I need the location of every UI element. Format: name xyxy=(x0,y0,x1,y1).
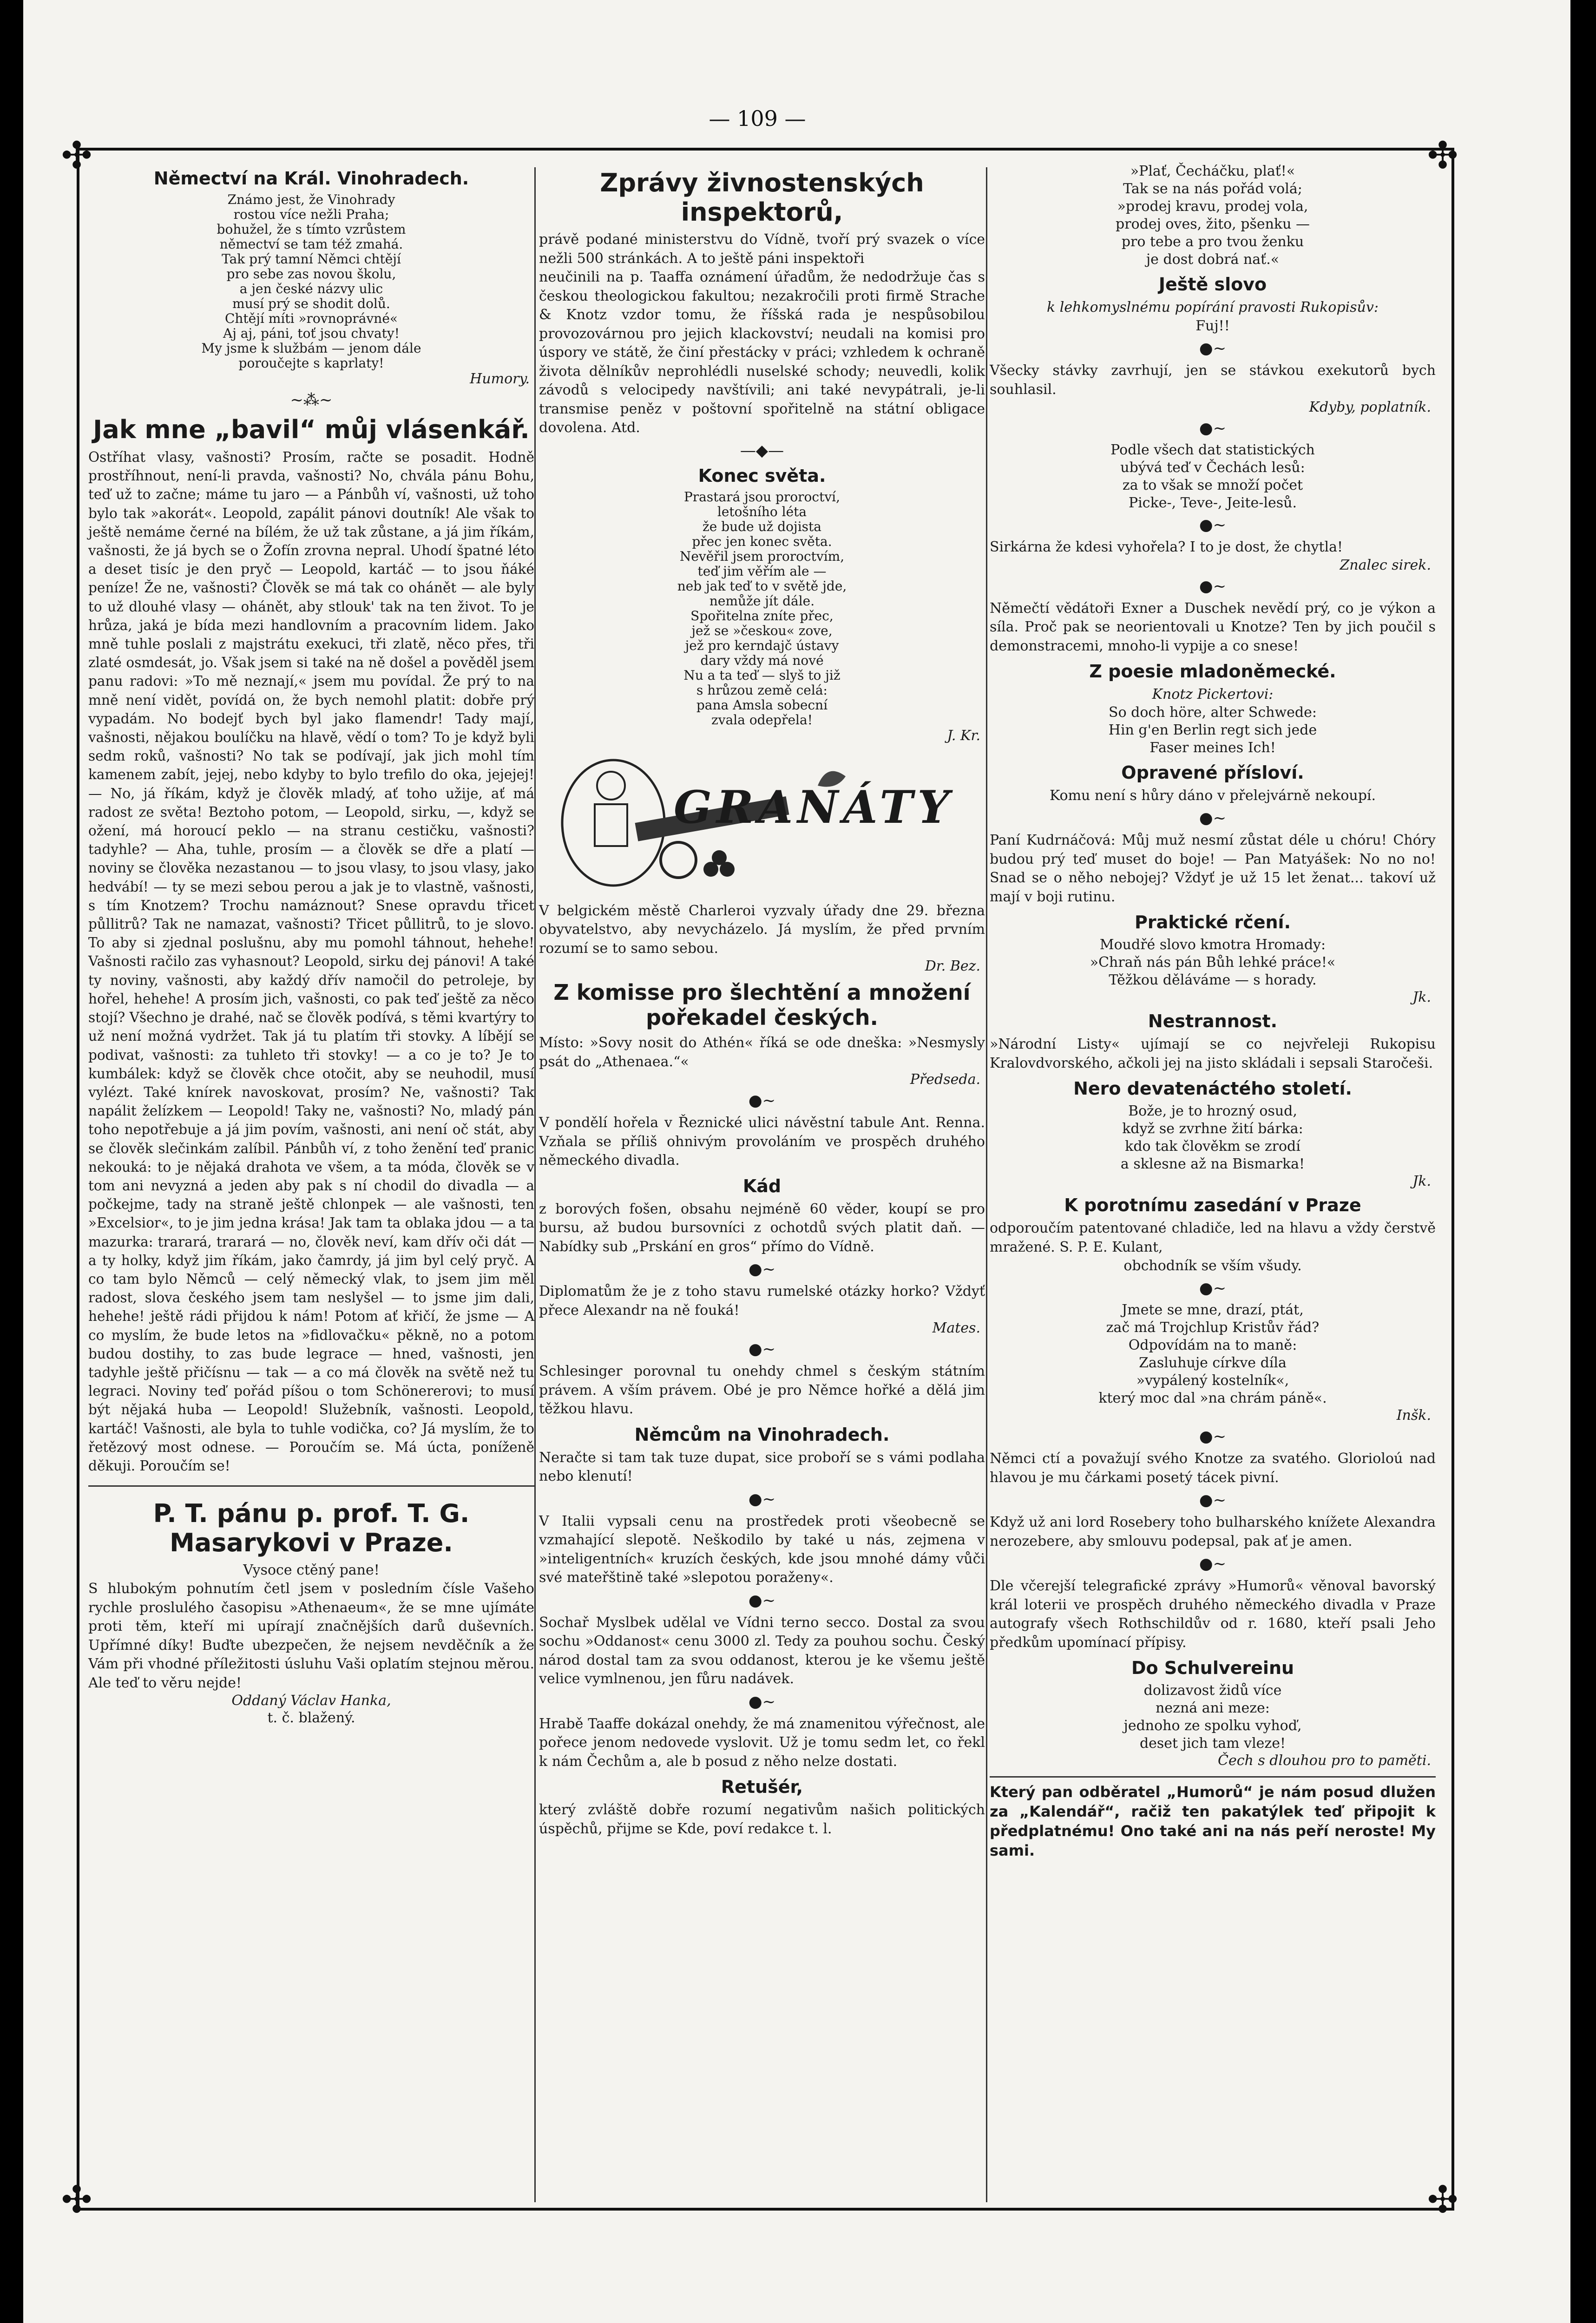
corner-ornament-icon: ✣ xyxy=(61,134,92,177)
article-text: právě podané ministerstvu do Vídně, tvoří prý svazek o více nežli 500 stránkách. A to ještě páni inspektoři neučinili na p. Taaffa oznámení úřadům, že nedodržuje čas s českou theologickou fakultou; nezakročili proti firmě Strache & Knotz vzdor tomu, že říšská rada je nespůsobilou provozovárnou pro jejich klackovství; neudali na komisi pro úspory ve státě, že činí přestácky v práci; vzhledem k ochraně života dělníkův neprohlédli nuselské schody; neuvedli, kolik závodů s velocipedy navštívili; ani také nevypátrali, je-li transmise peněz v poštovní spořitelně na státní obligace dovolena. Atd. xyxy=(539,231,985,436)
letter-closing-note: t. č. blažený. xyxy=(267,1710,355,1726)
separator-ornament-icon: —◆— xyxy=(740,441,784,460)
article-text: Diplomatům že je z toho stavu rumelské otázky horko? Vždyť přece Alexandr na ně fouká! xyxy=(539,1283,985,1319)
article-title: Jak mne „bavil“ můj vlásenkář. xyxy=(93,415,530,444)
separator-grenade-icon: ●~ xyxy=(1199,516,1227,534)
letter-greeting: Vysoce ctěný pane! xyxy=(243,1562,380,1579)
article-title: Nero devatenáctého století. xyxy=(1073,1078,1352,1099)
article-text: Sirkárna že kdesi vyhořela? I to je dost, že chytla! xyxy=(990,539,1343,555)
separator-grenade-icon: ●~ xyxy=(1199,577,1227,596)
separator-grenade-icon: ●~ xyxy=(1199,809,1227,827)
article-text: V belgickém městě Charleroi vyzvaly úřady dne 29. března obyvatelstvo, aby nevycházelo. Já myslím, že před prvním rozumí se to samo sebou. xyxy=(539,902,985,957)
separator-grenade-icon: ●~ xyxy=(748,1591,776,1610)
article-text: Dle včerejší telegrafické zprávy »Humorů« věnoval bavorský král loterii ve prospěch druhého německého divadla v Praze autografy všech Rothschildův od r. 1680, kteří psali Jeho předkům upomínací přípisy. xyxy=(990,1578,1436,1651)
article-text: Všecky stávky zavrhují, jen se stávkou exekutorů bych souhlasil. xyxy=(990,362,1436,398)
divider xyxy=(88,1485,534,1489)
separator-grenade-icon: ●~ xyxy=(748,1692,776,1711)
article-text: Komu není s hůry dáno v přelejvárně nekoupí. xyxy=(1049,787,1376,804)
article-text: Němci ctí a považují svého Knotze za svatého. Glorioloú nad hlavou je mu čárkami posetý tácek pivní. xyxy=(990,1450,1436,1486)
article-text: Neračte si tam tak tuze dupat, sice proboří se s vámi podlaha nebo klenutí! xyxy=(539,1449,985,1484)
page-number: — 109 — xyxy=(709,106,806,131)
article-text: Místo: »Sovy nosit do Athén« říká se ode dneška: »Nesmysly psát do „Athenaea.“« xyxy=(539,1035,985,1070)
separator-grenade-icon: ●~ xyxy=(748,1490,776,1509)
corner-ornament-icon: ✣ xyxy=(61,2178,92,2221)
article-subtitle: k lehkomyslnému popírání pravosti Rukopisův: xyxy=(1047,299,1379,315)
article-text: Ostříhat vlasy, vašnosti? Prosím, račte se posadit. Hodně prostříhnout, není-li pravda, vašnosti? No, chvála pánu Bohu, teď už to začne; máme tu jaro — a Pánbůh ví, vašnosti, už toho bylo tak »akorát«. Leopold, zapálit pánovi doutník! Ale však to ještě nemáme černé na bílém, že už tak zůstane, a já jim říkám, vašnosti, že já bych se o Žofín zrovna nepral. Uhodí špatné léto a deset tisíc je den pryč — Leopold, kartáč — to jsou ňáké peníze! Že ne, vašnosti? Člověk se má tak co ohánět — ale byly to už dlouhé vlasy — ohánět, aby stlouk' tak na ten život. To je hrůza, jaká je bída mezi handlovním a pracovním lidem. Jako mně tuhle poslali z majstrátu exekuci, tři zlatě, něco přes, tři zlaté osmdesát, jo. Však jsem si také na ně došel a pověděl jsem panu radovi: »To mě neznají,« jsem mu povídal. Že prý to na mně není vidět, povídá on, že bych nemohl platit: dobře prý vypadám. No bodejť bych byl jako flamendr! Tady mají, vašnosti, nějakou boulíčku na hlavě, vědí o tom? To je když byli sedm roků, vašnosti? No tak se podívají, jak jich mohl tím kamenem zabít, jejej, nebo kdyby to bylo trefilo do oka, jejejej! — No, já říkám, když je člověk mladý, ať toho užije, ať má radost ze světa! Beztoho potom, — Leopold, sirku, —, když se ožení, má horoucí peklo — na stranu cestičku, vašnosti? tadyhle? — Aha, tuhle, prosím — a člověk se dře a platí — noviny se člověka nezastanou — to jsou vlasy, to jsou vlasy, jako hedvábí! — ty se mezi sebou perou a jak je to vlastně, vašnosti, s tím Knotzem? Trochu namáznout? Snese opravdu třicet půllitrů? Tak ne namazat, vašnosti? Třicet půllitrů, to je slovo. To aby si zjednal poslušnu, aby mu pomohl táhnout, hehehe! Vašnosti račilo zas vyhasnout? Leopold, sirku dej pánovi! A také ty noviny, vašnosti, aby každý dřív namočil do petroleje, by hořel, hehehe! A prosím jich, vašnosti, co pak teď ještě za něco stojí? Všechno je drahé, nač se člověk podívá, s těmi kvartýry to už není možná vydržet. Tak já tu platím tři stovky. A líbějí se podivat, vašnosti: za tuhleto tři stovky! — a co je to? Je to kumbálek: když se člověk chce otočit, aby se neuhodil, musí vylézt. Také knírek navoskovat, prosím? Ne, vašnosti? Tak napálit želízkem — Leopold! Taky ne, vašnosti? No, mladý pán toho nepotřebuje a já jim povím, vašnosti, ani není oč stát, aby se člověk slečinkám zalíbil. Pánbůh ví, z toho ženění teď pranic nekouká: to je nějaká drahota ve všem, a ta móda, člověk se v tom ani nevyzná a jeden aby pak s ní chodil do divadla — a počkejme, tady na straně ještě chlonpek — ale vašnosti, ten »Excelsior«, to je jim jedna krása! Jak tam ta oblaka jdou — a ta mazurka: trarará, trarará — no, člověk neví, kam dřív oči dát — a ty holky, když jim říkám, jako čamrdy, já jim byl celý pryč. A co tam bylo Němců — celý německý vlak, to jsem jim měl radost, slova českého jsem tam neslyšel — to jsme jim dali, hehehe! ještě rádi přijdou k nám! Potom ať křičí, že jsme — A co myslím, že bude letos na »fidlovačku« pěkně, no a potom budou dostihy, to zas bude legrace — hned, vašnosti, jen tadyhle ještě přičísnu — tak — a co má člověk na světě než tu legraci. Noviny teď pořád píšou o tom Schönererovi; to musí být nějaká huba — Leopold! Služebník, vašnosti. Leopold, kartáč! Vašnosti, ale byla to tuhle vodička, co? Já myslím, že to řetězový most odnese. — Poroučím se. Má úcta, poníženě děkuji. Poroučím se! xyxy=(88,449,534,1474)
article-text: »Národní Listy« ujímají se co nejvřeleji Rukopisu Kralovdvorského, ačkoli jej na jisto skládali i sepsali Staročeši. xyxy=(990,1036,1436,1071)
article-text: obchodník se vším všudy. xyxy=(1123,1258,1302,1274)
poem: Jmete se mne, drazí, ptát, zač má Trojchlup Kristův řád? Odpovídám na to maně: Zasluhuje církve díla »vypálený kostelník«, který moc dal »na chrám páně«. xyxy=(1098,1302,1327,1406)
article-text: Hrabě Taaffe dokázal onehdy, že má znamenitou výřečnost, ale pořece jenom nedovede vyslovit. Už je tomu sedm let, co řekl k nám Čechům a, ale b posud z něho nelze dostati. xyxy=(539,1715,985,1770)
article-title: Kád xyxy=(742,1175,782,1196)
letter-closing: Oddaný Václav Hanka, xyxy=(231,1693,391,1709)
article-text: z borových fošen, obsahu nejméně 60 věder, koupí se pro bursu, až budou bursovníci z ochotdů svých platit daň. — Nabídky sub „Prskání en gros“ přímo do Vídně. xyxy=(539,1201,985,1255)
signature: Inšk. xyxy=(1396,1407,1431,1424)
poem: So doch höre, alter Schwede: Hin g'en Berlin regt sich jede Faser meines Ich! xyxy=(1108,704,1317,756)
corner-ornament-icon: ✣ xyxy=(1427,2178,1458,2221)
granaty-illustration xyxy=(558,753,966,892)
poem: Prastará jsou proroctví, letošního léta že bude už dojista přec jen konec světa. Nevěřil jsem proroctvím, teď jim věřím ale — neb jak teď to v světě jde, nemůže jít dále. Spořitelna zníte přec, jež se »českou« zove, jež pro kerndajč ústavy dary vždy má nové Nu a ta teď — slyš to již s hrůzou země celá: pana Amsla sobecní zvala odepřela! xyxy=(677,489,847,728)
corner-ornament-icon: ✣ xyxy=(1427,134,1458,177)
article-text: Fuj!! xyxy=(1195,318,1230,334)
article-text: V Italii vypsali cenu na prostředek proti všeobecně se vzmahající slepotě. Neškodilo by také u nás, zejmena v »inteligentních« kruzích českých, kde jsou mnohé dámy vůči své mateřštině také »slepotou poraženy«. xyxy=(539,1513,985,1586)
separator-grenade-icon: ●~ xyxy=(748,1091,776,1110)
article-title: Ještě slovo xyxy=(1158,274,1267,295)
signature: Předseda. xyxy=(910,1071,980,1088)
separator-grenade-icon: ●~ xyxy=(748,1260,776,1279)
poem: Bože, je to hrozný osud, když se zvrhne žití bárka: kdo tak člověkm se zrodí a sklesne až na Bismarka! xyxy=(1120,1103,1305,1172)
article-title: Nestrannost. xyxy=(1148,1011,1278,1031)
signature: Čech s dlouhou pro to paměti. xyxy=(1218,1752,1431,1769)
article-title: Z poesie mladoněmecké. xyxy=(1089,661,1336,682)
article-text: Moudřé slovo kmotra Hromady: »Chraň nás pán Bůh lehké práce!« Těžkou děláváme — s horady. xyxy=(1090,937,1336,988)
column-1 xyxy=(88,163,534,1727)
poem: »Plať, Čecháčku, plať!« Tak se na nás pořád volá; »prodej kravu, prodej vola, prodej oves, žito, pšenku — pro tebe a pro tvou ženku je dost dobrá nať.« xyxy=(1116,163,1310,268)
column-3 xyxy=(990,163,1436,1860)
separator-grenade-icon: ●~ xyxy=(1199,1491,1227,1509)
signature: Mates. xyxy=(932,1320,980,1336)
letter-title: P. T. pánu p. prof. T. G. Masarykovi v Praze. xyxy=(153,1499,470,1558)
poem: Podle všech dat statistických ubývá teď v Čechách lesů: za to však se množí počet Picke-, Teve-, Jeite-lesů. xyxy=(1110,442,1315,511)
article-title: Retušér, xyxy=(721,1777,803,1797)
article-title: Němectví na Král. Vinohradech. xyxy=(153,168,469,189)
separator-grenade-icon: ●~ xyxy=(1199,1555,1227,1573)
separator-grenade-icon: ●~ xyxy=(748,1340,776,1358)
column-divider xyxy=(986,167,987,2202)
column-divider xyxy=(534,167,536,2202)
article-text: Když už ani lord Rosebery toho bulharského knížete Alexandra nerozebere, aby smlouvu podepsal, pak ať je amen. xyxy=(990,1514,1436,1549)
separator-ornament-icon: ~⁂~ xyxy=(290,391,333,409)
article-title: Němcům na Vinohradech. xyxy=(634,1424,890,1445)
poem-title: Konec světa. xyxy=(698,465,826,486)
poem: Známo jest, že Vinohrady rostou více nežli Praha; bohužel, že s tímto vzrůstem němectví se tam též zmahá. Tak prý tamní Němci chtějí pro sebe zas novou školu, a jen české názvy ulic musí prý se shodit dolů. Chtějí míti »rovnoprávné« Aj aj, páni, toť jsou chvaty! My jsme k službám — jenom dále poroučejte s kaprlaty! xyxy=(201,192,421,371)
separator-grenade-icon: ●~ xyxy=(1199,339,1227,358)
separator-grenade-icon: ●~ xyxy=(1199,1279,1227,1298)
signature: Jk. xyxy=(1412,1173,1431,1189)
separator-grenade-icon: ●~ xyxy=(1199,1427,1227,1446)
divider xyxy=(990,1776,1436,1778)
signature: Jk. xyxy=(1412,989,1431,1005)
column-2 xyxy=(539,163,985,1838)
article-text: který zvláště dobře rozumí negativům našich politických úspěchů, přijme se Kde, poví redakce t. l. xyxy=(539,1802,985,1837)
signature: Znalec sirek. xyxy=(1340,557,1431,573)
article-title: Do Schulvereinu xyxy=(1131,1658,1294,1678)
separator-grenade-icon: ●~ xyxy=(1199,419,1227,438)
article-text: odporoučím patentované chladiče, led na hlavu a vždy čerstvě mražené. S. P. E. Kulant, xyxy=(990,1220,1436,1255)
signature: Humory. xyxy=(470,371,530,387)
article-title: K porotnímu zasedání v Praze xyxy=(1064,1195,1361,1215)
article-title: Opravené přísloví. xyxy=(1121,762,1304,783)
article-text: Paní Kudrnáčová: Můj muž nesmí zůstat déle u chóru! Chóry budou prý teď muset do boje! — Pan Matyášek: No no no! Snad se o něho nebojej? Vždyť je už 15 let ženat... takoví už mají v boji rutinu. xyxy=(990,832,1436,905)
article-subtitle: Knotz Pickertovi: xyxy=(1152,686,1274,702)
letter-text: S hlubokým pohnutím četl jsem v posledním čísle Vašeho rychle proslulého časopisu »Athenaeum«, že se mne ujímáte proti těm, kteří mi upírají značnějších darů duševních. Upřímné díky! Buďte ubezpečen, že nejsem nevděčník a že Vám při vhodné příležitosti úsluhu Vaši oplatím stejnou měrou. Ale teď to věru nejde! xyxy=(88,1581,534,1691)
signature: Kdyby, poplatník. xyxy=(1309,399,1431,415)
subscriber-notice: Který pan odběratel „Humorů“ je nám posud dlužen za „Kalendář“, račiž ten pakatýlek teď připojit k předplatnému! Ono také ani na nás peří neroste! My sami. xyxy=(990,1783,1436,1859)
article-title: Zprávy živnostenských inspektorů, xyxy=(600,168,924,227)
article-text: V pondělí hořela v Řeznické ulici návěstní tabule Ant. Renna. Vzňala se příliš ohnivým provoláním ve prospěch druhého německého divadla. xyxy=(539,1115,985,1168)
article-text: Schlesinger porovnal tu onehdy chmel s českým státním právem. A vším právem. Obé je pro Němce hořké a dělá jim těžkou hlavu. xyxy=(539,1363,985,1417)
article-title: Praktické rčení. xyxy=(1134,912,1291,932)
signature: J. Kr. xyxy=(947,727,980,744)
poem: dolizavost židů více nezná ani meze: jednoho ze spolku vyhoď, deset jich tam vleze! xyxy=(1123,1682,1302,1752)
article-title: Z komisse pro šlechtění a množení pořekadel českých. xyxy=(553,980,971,1030)
article-text: Sochař Myslbek udělal ve Vídni terno seccо. Dostal za svou sochu »Oddanost« cenu 3000 zl. Tedy za pouhou sochu. Český národ dostal tam za svou oddanost, kterou je ke všemu ještě velice vymlnenou, jen fůru nadávek. xyxy=(539,1614,985,1687)
article-text: Němečtí vědátoři Exner a Duschek nevědí prý, co je výkon a síla. Proč pak se neorientovali u Knotze? Ten by jich poučil s demonstracemi, mnoho-li vypije a co snese! xyxy=(990,600,1436,654)
illustration-title: GRANÁTY xyxy=(674,781,954,833)
signature: Dr. Bez. xyxy=(925,958,980,974)
